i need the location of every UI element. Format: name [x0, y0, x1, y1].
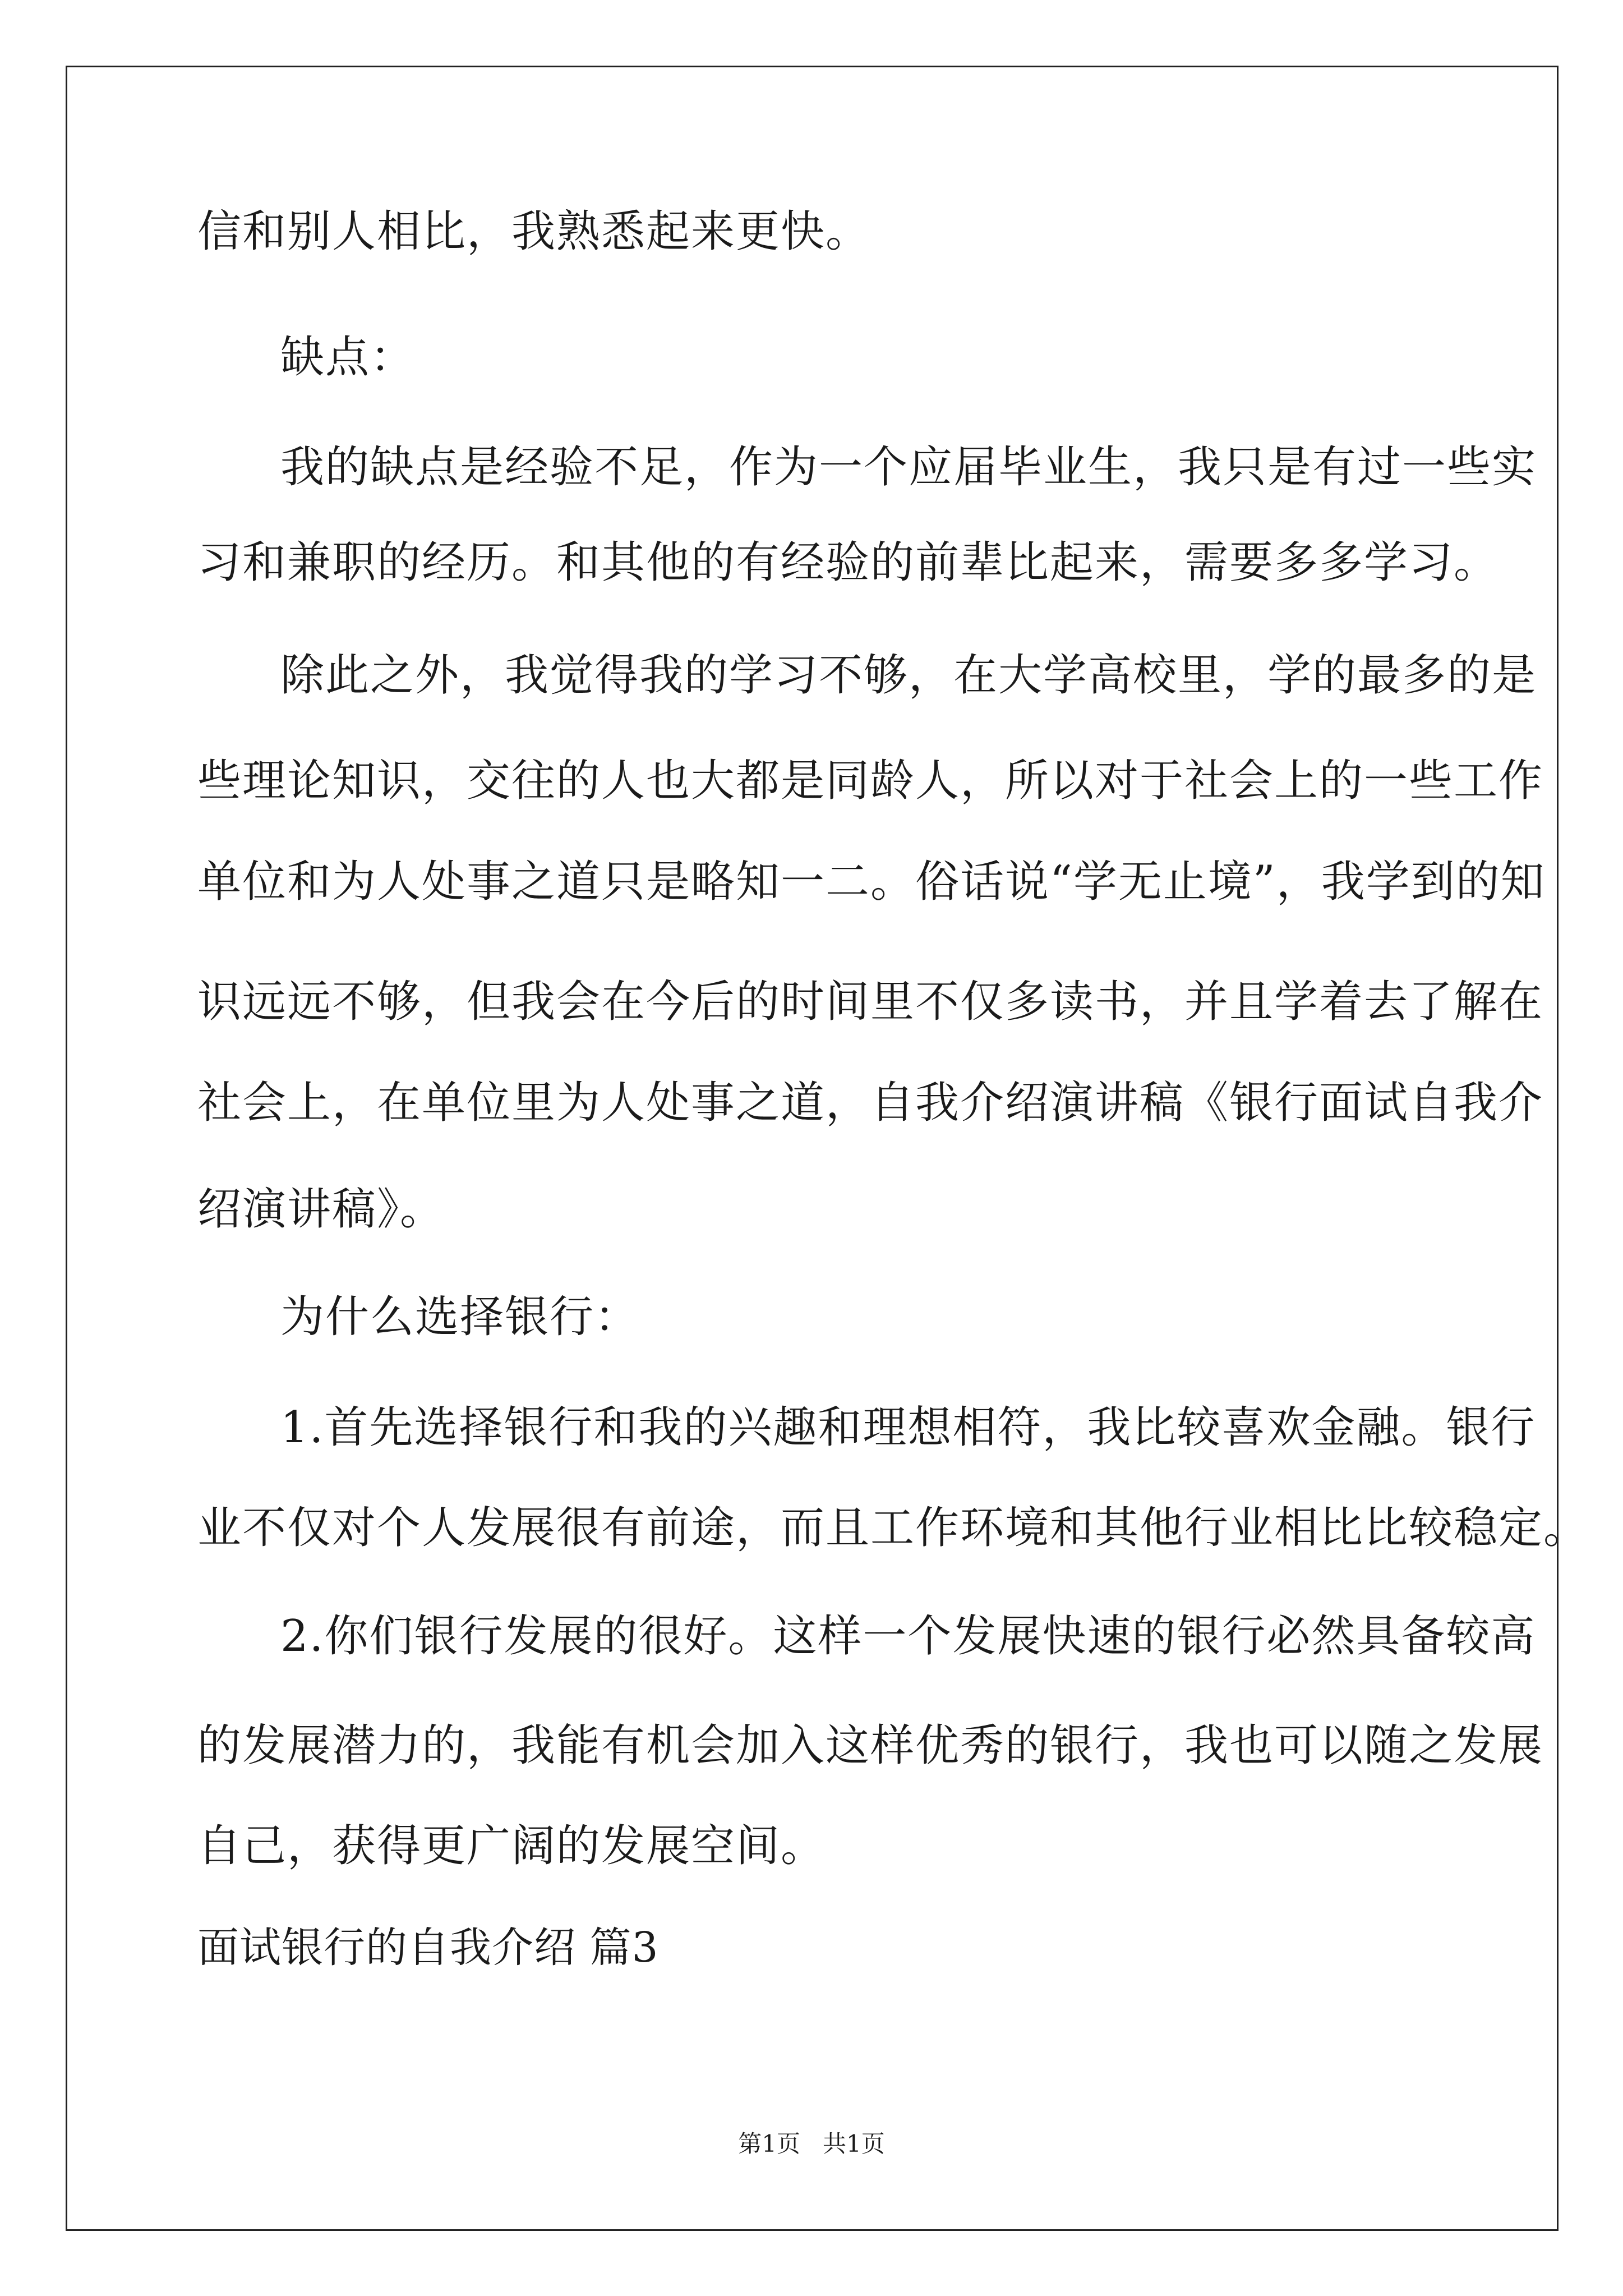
text-line: 自己，获得更广阔的发展空间。 — [197, 1821, 826, 1871]
text-line: 2.你们银行发展的很好。这样一个发展快速的银行必然具备较高 — [280, 1611, 1536, 1662]
text-line: 识远远不够，但我会在今后的时间里不仅多读书，并且学着去了解在 — [197, 977, 1544, 1027]
text-line: 我的缺点是经验不足，作为一个应届毕业生，我只是有过一些实 — [280, 442, 1537, 493]
text-line: 缺点： — [280, 332, 416, 383]
text-line: 除此之外，我觉得我的学习不够，在大学高校里，学的最多的是 — [280, 650, 1537, 701]
text-line: 的发展潜力的，我能有机会加入这样优秀的银行，我也可以随之发展 — [197, 1720, 1544, 1771]
text-line: 些理论知识，交往的人也大都是同龄人，所以对于社会上的一些工作 — [197, 756, 1544, 806]
text-line: 为什么选择银行： — [280, 1292, 640, 1342]
text-line: 习和兼职的经历。和其他的有经验的前辈比起来，需要多多学习。 — [197, 537, 1499, 588]
text-line: 绍演讲稿》。 — [197, 1184, 445, 1235]
page-border — [66, 66, 1559, 2231]
page-footer: 第1页 共1页 — [738, 2130, 885, 2157]
text-line: 社会上，在单位里为人处事之道，自我介绍演讲稿《银行面试自我介 — [197, 1078, 1544, 1128]
text-line: 业不仅对个人发展很有前途，而且工作环境和其他行业相比比较稳定。 — [197, 1503, 1589, 1553]
section-heading: 面试银行的自我介绍 篇3 — [197, 1924, 659, 1972]
text-line: 单位和为人处事之道只是略知一二。俗话说“学无止境”，我学到的知 — [197, 857, 1546, 907]
text-line: 1.首先选择银行和我的兴趣和理想相符，我比较喜欢金融。银行 — [280, 1402, 1536, 1453]
text-line: 信和别人相比，我熟悉起来更快。 — [197, 206, 871, 257]
